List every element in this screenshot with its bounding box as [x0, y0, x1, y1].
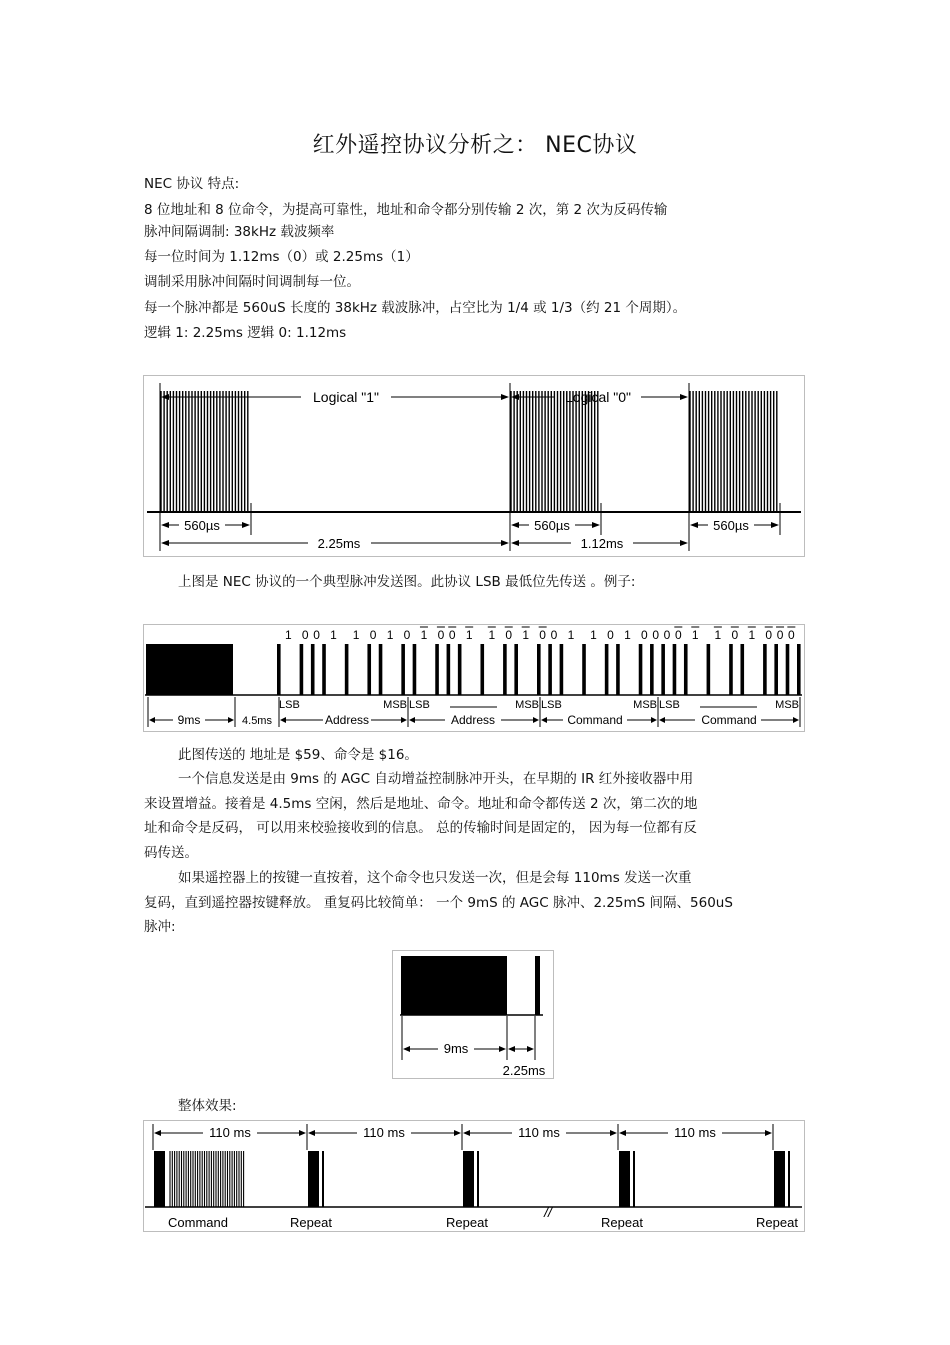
agc-pulse [154, 1151, 165, 1207]
bit-value: 0 [674, 628, 682, 642]
bit-value: 1 [748, 628, 756, 642]
period-label: 110 ms [518, 1125, 560, 1140]
time-label: 9ms [443, 1041, 469, 1056]
bit-value: 0 [652, 628, 660, 642]
timeline-label: Repeat [756, 1215, 798, 1230]
feature-line: 每一位时间为 1.12ms（0）或 2.25ms（1） [144, 249, 419, 265]
bit-pulse [514, 644, 518, 695]
time-label: 1.12ms [580, 536, 624, 551]
timeline-label: Repeat [290, 1215, 332, 1230]
bit-pulses [277, 644, 801, 695]
bit-pulse [650, 644, 654, 695]
feature-line: 每一个脉冲都是 560uS 长度的 38kHz 载波脉冲，占空比为 1/4 或 1/3（约 21 个周期）。 [144, 300, 687, 316]
bit-pulse [740, 644, 744, 695]
bit-pulse [673, 644, 677, 695]
repeat-end-pulse [535, 956, 540, 1015]
bit-value: 1 [420, 628, 428, 642]
bit-order-marker: MSB [775, 699, 799, 711]
bit-pulse [413, 644, 417, 695]
bit-pulse [277, 644, 281, 695]
agc-pulse-9ms [146, 644, 233, 695]
segment-label: 4.5ms [242, 715, 272, 727]
bit-pulse [729, 644, 733, 695]
timeline-label: Repeat [601, 1215, 643, 1230]
bit-value: 1 [352, 628, 360, 642]
paragraph-line: 脉冲: [144, 919, 176, 935]
bit-value: 0 [641, 628, 648, 642]
bit-value: 1 [488, 628, 496, 642]
repeat-code-diagram [392, 950, 554, 1079]
bit-pulse [786, 644, 790, 695]
bit-value: 0 [369, 628, 377, 642]
timeline-label: Command [168, 1215, 228, 1230]
bit-order-marker: MSB [633, 699, 657, 711]
bit-value: 0 [313, 628, 320, 642]
time-label: 2.25ms [317, 536, 361, 551]
repeat-agc-pulse [308, 1151, 319, 1207]
bit-pulse [684, 644, 688, 695]
segment-label: Address [324, 713, 370, 727]
paragraph [144, 866, 806, 940]
time-label: 560µs [184, 518, 220, 533]
figure-caption: 整体效果: [178, 1098, 237, 1114]
bit-pulse [367, 644, 371, 695]
bit-pulse [639, 644, 643, 695]
figure-caption: 上图是 NEC 协议的一个典型脉冲发送图。此协议 LSB 最低位先传送 。例子: [178, 574, 636, 590]
logical-bits-diagram [143, 375, 805, 557]
bit-pulse [582, 644, 586, 695]
period-label: 110 ms [363, 1125, 405, 1140]
bit-pulse [300, 644, 304, 695]
paragraph-line: 此图传送的 地址是 $59、命令是 $16。 [178, 747, 418, 763]
time-break-mark: // [544, 1204, 552, 1220]
bit-order-marker: LSB [279, 699, 300, 711]
bit-value: 0 [437, 628, 445, 642]
features-heading: NEC 协议 特点: [144, 176, 240, 192]
bit-value: 0 [607, 628, 614, 642]
time-label: 560µs [713, 518, 749, 533]
paragraph-line: 址和命令是反码， 可以用来校验接收到的信息。 总的传输时间是固定的， 因为每一位都有反 [144, 820, 697, 836]
bit-pulse [322, 644, 326, 695]
bit-value: 1 [465, 628, 473, 642]
feature-line: 8 位地址和 8 位命令，为提高可靠性，地址和命令都分别传输 2 次，第 2 次为反码传输 [144, 202, 668, 218]
bit-value: 1 [284, 628, 292, 642]
bit-order-marker: MSB [515, 699, 539, 711]
page-title: 红外遥控协议分析之： NEC协议 [312, 133, 638, 158]
timeline-label: Repeat [446, 1215, 488, 1230]
bit-value: 1 [590, 628, 597, 642]
paragraph-line: 码传送。 [144, 844, 198, 861]
bit-value: 1 [330, 628, 337, 642]
carrier-burst [690, 391, 777, 512]
period-label: 110 ms [209, 1125, 251, 1140]
bit-order-marker: LSB [541, 699, 562, 711]
repeat-end-pulse [633, 1151, 635, 1207]
repeat-agc-pulse [774, 1151, 785, 1207]
paragraph-line: 来设置增益。接着是 4.5ms 空闲，然后是地址、命令。地址和命令都传送 2 次，第二次的地 [144, 795, 698, 812]
segment-label: 9ms [177, 713, 201, 727]
agc-pulse-9ms [401, 956, 507, 1015]
carrier-burst [161, 391, 248, 512]
feature-line: 脉冲间隔调制: 38kHz 载波频率 [144, 224, 335, 240]
bit-pulse [311, 644, 315, 695]
bit-pulse [480, 644, 484, 695]
logical-1-label: Logical "1" [313, 389, 379, 405]
bit-value: 1 [386, 628, 394, 642]
bit-order-marker: MSB [383, 699, 407, 711]
segment-label: Command [567, 713, 623, 727]
bit-pulse [616, 644, 620, 695]
bit-pulse [503, 644, 507, 695]
feature-line: 逻辑 1: 2.25ms 逻辑 0: 1.12ms [144, 325, 347, 341]
bit-pulse [605, 644, 609, 695]
bit-order-marker: LSB [409, 699, 430, 711]
bit-pulse [379, 644, 383, 695]
logical-0-label: Logical "0" [565, 389, 631, 405]
repeat-end-pulse [788, 1151, 790, 1207]
repeat-timeline-diagram [143, 1120, 805, 1232]
time-label: 2.25ms [502, 1063, 546, 1078]
bit-pulse [537, 644, 541, 695]
bit-pulse [560, 644, 564, 695]
bit-pulse [661, 644, 665, 695]
repeat-end-pulse [477, 1151, 479, 1207]
bit-value: 0 [731, 628, 739, 642]
repeat-agc-pulse [619, 1151, 630, 1207]
period-label: 110 ms [674, 1125, 716, 1140]
nec-frame-example [143, 624, 805, 732]
bit-value: 0 [505, 628, 513, 642]
segment-label: Command [701, 713, 757, 727]
carrier-burst [511, 391, 598, 512]
bit-value: 0 [301, 628, 309, 642]
bit-value: 0 [776, 628, 784, 642]
paragraph-line: 一个信息发送是由 9ms 的 AGC 自动增益控制脉冲开头，在早期的 IR 红外接收器中用 [178, 771, 694, 787]
bit-value: 0 [539, 628, 546, 642]
repeat-end-pulse [322, 1151, 324, 1207]
timeline-pulses [154, 1151, 790, 1207]
bit-pulse [763, 644, 767, 695]
stop-pulse [797, 644, 801, 695]
bit-value: 0 [448, 628, 456, 642]
bit-value: 0 [403, 628, 411, 642]
bit-pulse [435, 644, 439, 695]
bit-pulse [548, 644, 552, 695]
paragraph-line: 如果遥控器上的按键一直按着，这个命令也只发送一次，但是会每 110ms 发送一次重 [178, 870, 692, 886]
bit-value: 0 [765, 628, 773, 642]
bit-pulse [707, 644, 711, 695]
bit-value: 0 [788, 628, 795, 642]
bit-value: 0 [663, 628, 671, 642]
bit-value: 1 [714, 628, 722, 642]
paragraph-line: 复码，直到遥控器按键释放。 重复码比较简单： 一个 9mS 的 AGC 脉冲、2.25mS 间隔、560uS [144, 894, 733, 911]
bit-pulse [401, 644, 405, 695]
bit-pulse [345, 644, 349, 695]
time-label: 560µs [534, 518, 570, 533]
repeat-agc-pulse [463, 1151, 474, 1207]
bit-value: 1 [567, 628, 575, 642]
paragraph [144, 767, 806, 865]
bit-value: 1 [522, 628, 530, 642]
segment-label: Address [450, 713, 496, 727]
bit-pulse [774, 644, 778, 695]
feature-line: 调制采用脉冲间隔时间调制每一位。 [144, 274, 360, 290]
bit-pulse [447, 644, 451, 695]
bit-value: 1 [691, 628, 699, 642]
bit-value: 0 [550, 628, 558, 642]
paragraph [144, 743, 806, 768]
bit-value: 1 [624, 628, 631, 642]
bit-order-marker: LSB [659, 699, 680, 711]
bit-pulse [458, 644, 462, 695]
